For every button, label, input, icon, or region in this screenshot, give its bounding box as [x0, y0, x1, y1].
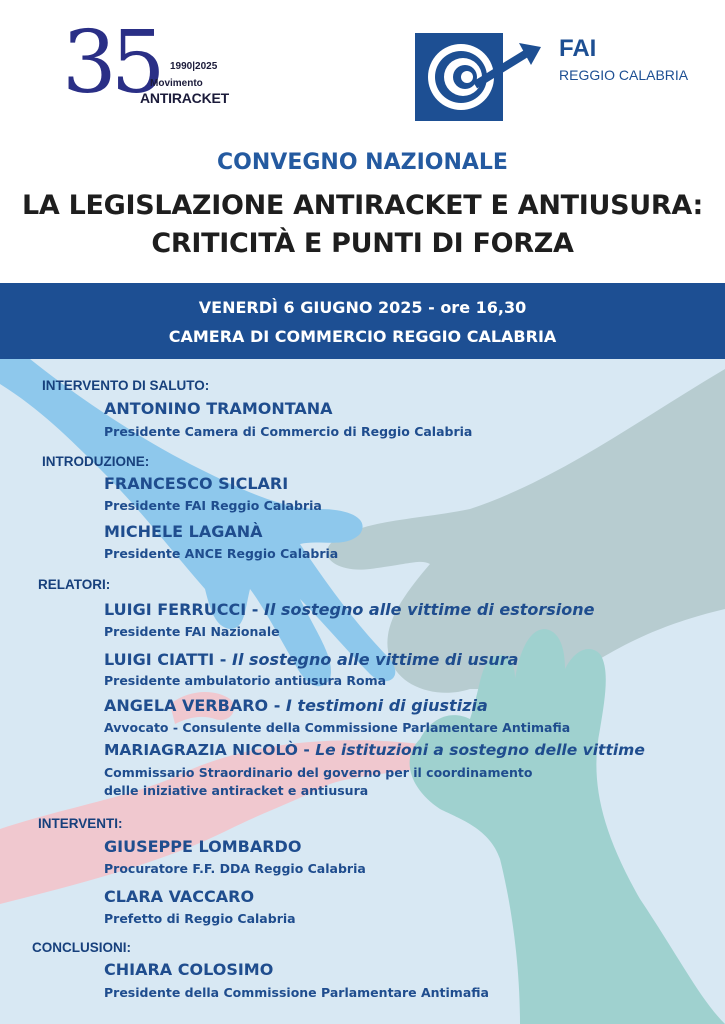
event-venue: CAMERA DI COMMERCIO REGGIO CALABRIA — [168, 327, 557, 346]
speaker-name: ANGELA VERBARO — [104, 696, 269, 715]
speaker-topic: I testimoni di giustizia — [285, 696, 488, 715]
title-line-2: CRITICITÀ E PUNTI DI FORZA — [151, 228, 574, 259]
anniversary-logo — [62, 13, 232, 120]
date-venue-band — [0, 283, 725, 359]
speaker-name: MICHELE LAGANÀ — [104, 522, 263, 541]
speaker-role: Presidente della Commissione Parlamentare Antimafia — [104, 985, 489, 1000]
speaker-role: Avvocato - Consulente della Commissione Parlamentare Antimafia — [104, 720, 571, 735]
speaker-role: Procuratore F.F. DDA Reggio Calabria — [104, 861, 366, 876]
speaker-role: Presidente FAI Nazionale — [104, 624, 280, 639]
speaker-role: Presidente ambulatorio antiusura Roma — [104, 673, 387, 688]
speaker-role: Presidente FAI Reggio Calabria — [104, 498, 322, 513]
section-label-relatori: RELATORI: — [38, 577, 111, 592]
separator: - — [297, 741, 316, 759]
speaker-topic: Il sostegno alle vittime di usura — [232, 650, 519, 669]
event-type: CONVEGNO NAZIONALE — [217, 150, 508, 175]
speaker-name: LUIGI CIATTI — [104, 650, 215, 669]
section-label-introduzione: INTRODUZIONE: — [42, 454, 150, 469]
speaker-line — [104, 650, 518, 669]
speaker-role-line-2: delle iniziative antiracket e antiusura — [104, 783, 369, 798]
section-label-conclusioni: CONCLUSIONI: — [32, 940, 131, 955]
speaker-line — [104, 600, 595, 619]
anniversary-number: 35 — [62, 13, 160, 113]
speaker-line — [104, 741, 645, 759]
separator: - — [214, 650, 232, 669]
speaker-topic: Il sostegno alle vittime di estorsione — [263, 600, 595, 619]
section-label-interventi: INTERVENTI: — [38, 816, 123, 831]
title-line-1: LA LEGISLAZIONE ANTIRACKET E ANTIUSURA: — [22, 190, 703, 221]
speaker-line — [104, 696, 488, 715]
speaker-name: CHIARA COLOSIMO — [104, 960, 274, 979]
fai-logo — [415, 33, 695, 123]
section-label-saluto: INTERVENTO DI SALUTO: — [42, 378, 210, 393]
speaker-name: GIUSEPPE LOMBARDO — [104, 837, 302, 856]
fai-city: REGGIO CALABRIA — [559, 67, 689, 83]
anniversary-years: 1990|2025 — [170, 61, 218, 72]
antiracket-label: ANTIRACKET — [140, 90, 229, 106]
speaker-name: MARIAGRAZIA NICOLÒ — [104, 741, 298, 759]
speaker-name: CLARA VACCARO — [104, 887, 255, 906]
speaker-role: Presidente ANCE Reggio Calabria — [104, 546, 339, 561]
event-date: VENERDÌ 6 GIUGNO 2025 - ore 16,30 — [198, 298, 527, 317]
movement-label: Movimento — [150, 78, 203, 89]
speaker-name: LUIGI FERRUCCI — [104, 600, 247, 619]
speaker-role-line-1: Commissario Straordinario del governo per il coordinamento — [104, 765, 533, 780]
speaker-name: FRANCESCO SICLARI — [104, 474, 289, 493]
speaker-name: ANTONINO TRAMONTANA — [104, 399, 333, 418]
fai-name: FAI — [559, 35, 597, 62]
speaker-role: Prefetto di Reggio Calabria — [104, 911, 296, 926]
separator: - — [268, 696, 286, 715]
fai-spiral-icon — [415, 33, 555, 121]
separator: - — [246, 600, 264, 619]
speaker-topic: Le istituzioni a sostegno delle vittime — [315, 741, 645, 759]
speaker-role: Presidente Camera di Commercio di Reggio Calabria — [104, 424, 473, 439]
